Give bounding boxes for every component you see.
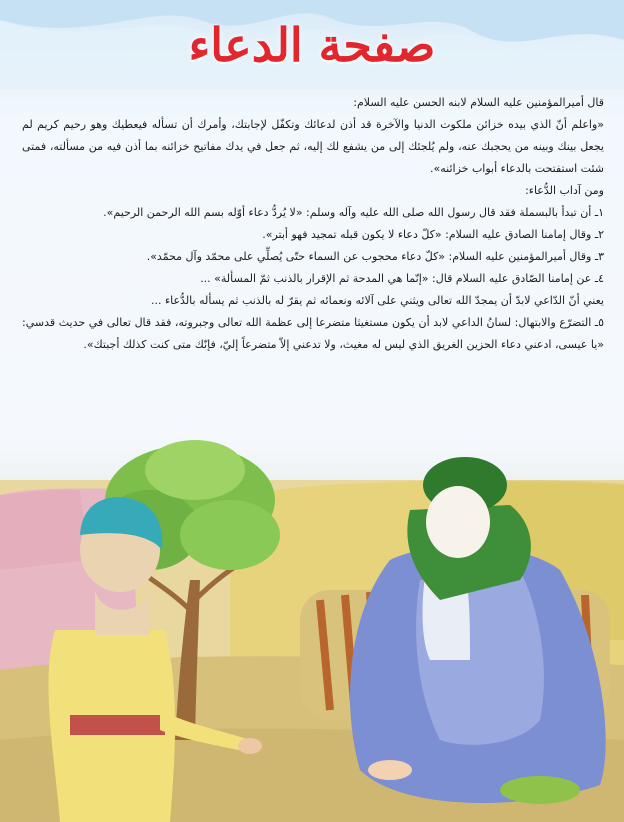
item-4: ٤ـ عن إمامنا الصّادق عليه السلام قال: «إنّما هي المدحة ثم الإقرار بالذنب ثمّ المسألة» ... bbox=[200, 272, 604, 285]
quote-paragraph: «واعلم أنّ الذي بيده خزائن ملكوت الدنيا والآخرة قد أذن لدعائك وتكفّل لإجابتك، وأمرك أن تسأله فيعطيك وهو رحيم كريم لم يجعل بينك وبينه من يحجبك عنه، ولم يُلجئك إلى من يشفع لك إليه، ثم جعل في يدك مفاتيح خزائنه بما أذن فيه من مسألته، فمتى شئت استفتحت بالدعاء أبواب خزائنه». bbox=[22, 118, 604, 175]
item-3: ٣ـ وقال أميرالمؤمنين عليه السلام: «كلّ دعاء محجوب عن السماء حتّى يُصلِّي على محمّد وآل محمّد». bbox=[146, 250, 604, 263]
item-5: ٥ـ التضرّع والابتهال: لسانُ الداعي لابد أن يكون مستغيثا متضرعا إلى عظمة الله تعالى وجبروته، فقد قال تعالى في حديث قدسي: «يا عيسى، ادعني دعاء الحزين الغريق الذي ليس له مغيث، ولا تدعني إلاّ متضرعاً إليّ، فإنّك متى كنت كذلك أجبتك». bbox=[22, 316, 604, 351]
item-4-explanation: يعني أنّ الدّاعي لابدّ أن يمجدّ الله تعالى ويثني على آلائه ونعمائه ثم يقرّ له بالذنب ثم يسأله بالدُّعاء ... bbox=[150, 294, 604, 307]
text-block bbox=[22, 92, 604, 356]
etiquette-heading: ومن آداب الدُّعاء: bbox=[525, 184, 604, 197]
page-title: صفحة الدعاء bbox=[188, 18, 436, 72]
intro-line: قال أميرالمؤمنين عليه السلام لابنه الحسن عليه السلام: bbox=[353, 96, 604, 109]
item-2: ٢ـ وقال إمامنا الصادق عليه السلام: «كلّ دعاء لا يكون قبله تمجيد فهو أبتر». bbox=[262, 228, 604, 241]
illustration bbox=[0, 440, 624, 822]
item-1: ١ـ أن تبدأ بالبسملة فقد قال رسول الله صلى الله عليه وآله وسلم: «لا يُردُّ دعاء أوّله بسم الله الرحمن الرحيم». bbox=[103, 206, 604, 219]
